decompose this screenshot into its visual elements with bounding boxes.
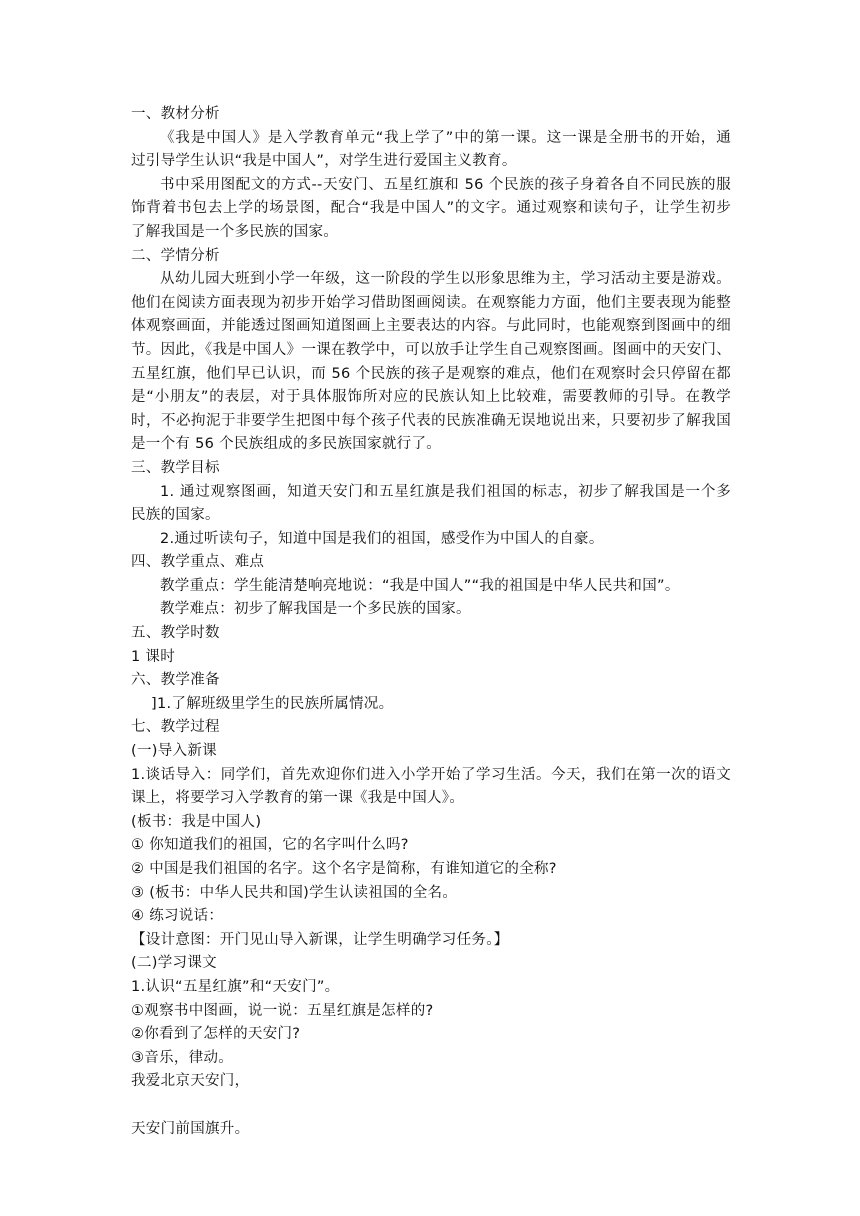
text-line: 1.谈话导入：同学们，首先欢迎你们进入小学开始了学习生活。今天，我们在第一次的语文 <box>131 766 731 783</box>
text-line: 节。因此，《我是中国人》一课在教学中，可以放手让学生自己观察图画。图画中的天安门、 <box>131 341 731 358</box>
text-line: 是“小朋友”的表层，对于具体服饰所对应的民族认知上比较难，需要教师的引导。在教学 <box>131 389 731 406</box>
text-line: ]1.了解班级里学生的民族所属情况。 <box>151 695 394 712</box>
section-heading: 二、学情分析 <box>131 247 220 264</box>
text-line: 他们在阅读方面表现为初步开始学习借助图画阅读。在观察能力方面，他们主要表现为能整 <box>131 294 731 311</box>
text-line: 教学重点：学生能清楚响亮地说：“我是中国人”“我的祖国是中华人民共和国”。 <box>160 577 680 594</box>
text-line: ②你看到了怎样的天安门? <box>131 1026 301 1043</box>
text-line: 我爱北京天安门， <box>131 1073 250 1090</box>
text-line: 饰背着书包去上学的场景图，配合“我是中国人”的文字。通过观察和读句子，让学生初步 <box>131 200 731 217</box>
section-heading: 七、教学过程 <box>131 719 220 736</box>
document-body <box>131 103 731 1141</box>
text-line: ③ (板书：中华人民共和国)学生认读祖国的全名。 <box>131 884 458 901</box>
text-line: 了解我国是一个多民族的国家。 <box>131 223 339 240</box>
text-line: ④ 练习说话： <box>131 908 224 925</box>
text-line: 书中采用图配文的方式--天安门、五星红旗和 56 个民族的孩子身着各自不同民族的服 <box>160 176 731 193</box>
text-line: ① 你知道我们的祖国，它的名字叫什么吗? <box>131 837 409 854</box>
text-line: 教学难点：初步了解我国是一个多民族的国家。 <box>160 601 471 618</box>
text-line: 1. 通过观察图画，知道天安门和五星红旗是我们祖国的标志，初步了解我国是一个多 <box>160 483 731 500</box>
text-line: 民族的国家。 <box>131 507 220 524</box>
text-line: 时，不必拘泥于非要学生把图中每个孩子代表的民族准确无误地说出来，只要初步了解我国 <box>131 412 731 429</box>
text-line: 过引导学生认识“我是中国人”，对学生进行爱国主义教育。 <box>131 153 517 170</box>
text-line: ①观察书中图画，说一说：五星红旗是怎样的? <box>131 1002 434 1019</box>
text-line: (二)学习课文 <box>131 955 217 972</box>
text-line: 课上，将要学习入学教育的第一课《我是中国人》。 <box>131 790 465 807</box>
text-line: 【设计意图：开门见山导入新课，让学生明确学习任务。】 <box>131 931 509 948</box>
text-line: 体观察画面，并能透过图画知道图画上主要表达的内容。与此同时，也能观察到图画中的细 <box>131 318 731 335</box>
text-line: 1.认识“五星红旗”和“天安门”。 <box>131 978 340 995</box>
section-heading: 五、教学时数 <box>131 625 220 642</box>
blank-line <box>131 1094 731 1118</box>
text-line: ② 中国是我们祖国的名字。这个名字是简称，有谁知道它的全称? <box>131 861 557 877</box>
text-line: 是一个有 56 个民族组成的多民族国家就行了。 <box>131 436 442 453</box>
section-heading: 四、教学重点、难点 <box>131 554 265 571</box>
text-line: 天安门前国旗升。 <box>131 1120 250 1137</box>
text-line: (一)导入新课 <box>131 743 217 760</box>
section-heading: 一、教材分析 <box>131 106 220 122</box>
text-line: ③音乐，律动。 <box>131 1049 234 1066</box>
text-line: 《我是中国人》是入学教育单元“我上学了”中的第一课。这一课是全册书的开始，通 <box>160 129 731 146</box>
section-heading: 三、教学目标 <box>131 459 220 476</box>
text-line: (板书：我是中国人) <box>131 813 262 830</box>
text-line: 从幼儿园大班到小学一年级，这一阶段的学生以形象思维为主，学习活动主要是游戏。 <box>160 271 731 288</box>
section-heading: 六、教学准备 <box>131 672 220 689</box>
text-line: 2.通过听读句子，知道中国是我们的祖国，感受作为中国人的自豪。 <box>160 530 604 547</box>
text-line: 1 课时 <box>131 648 176 665</box>
text-line: 五星红旗，他们早已认识，而 56 个民族的孩子是观察的难点，他们在观察时会只停留在都 <box>131 365 731 382</box>
